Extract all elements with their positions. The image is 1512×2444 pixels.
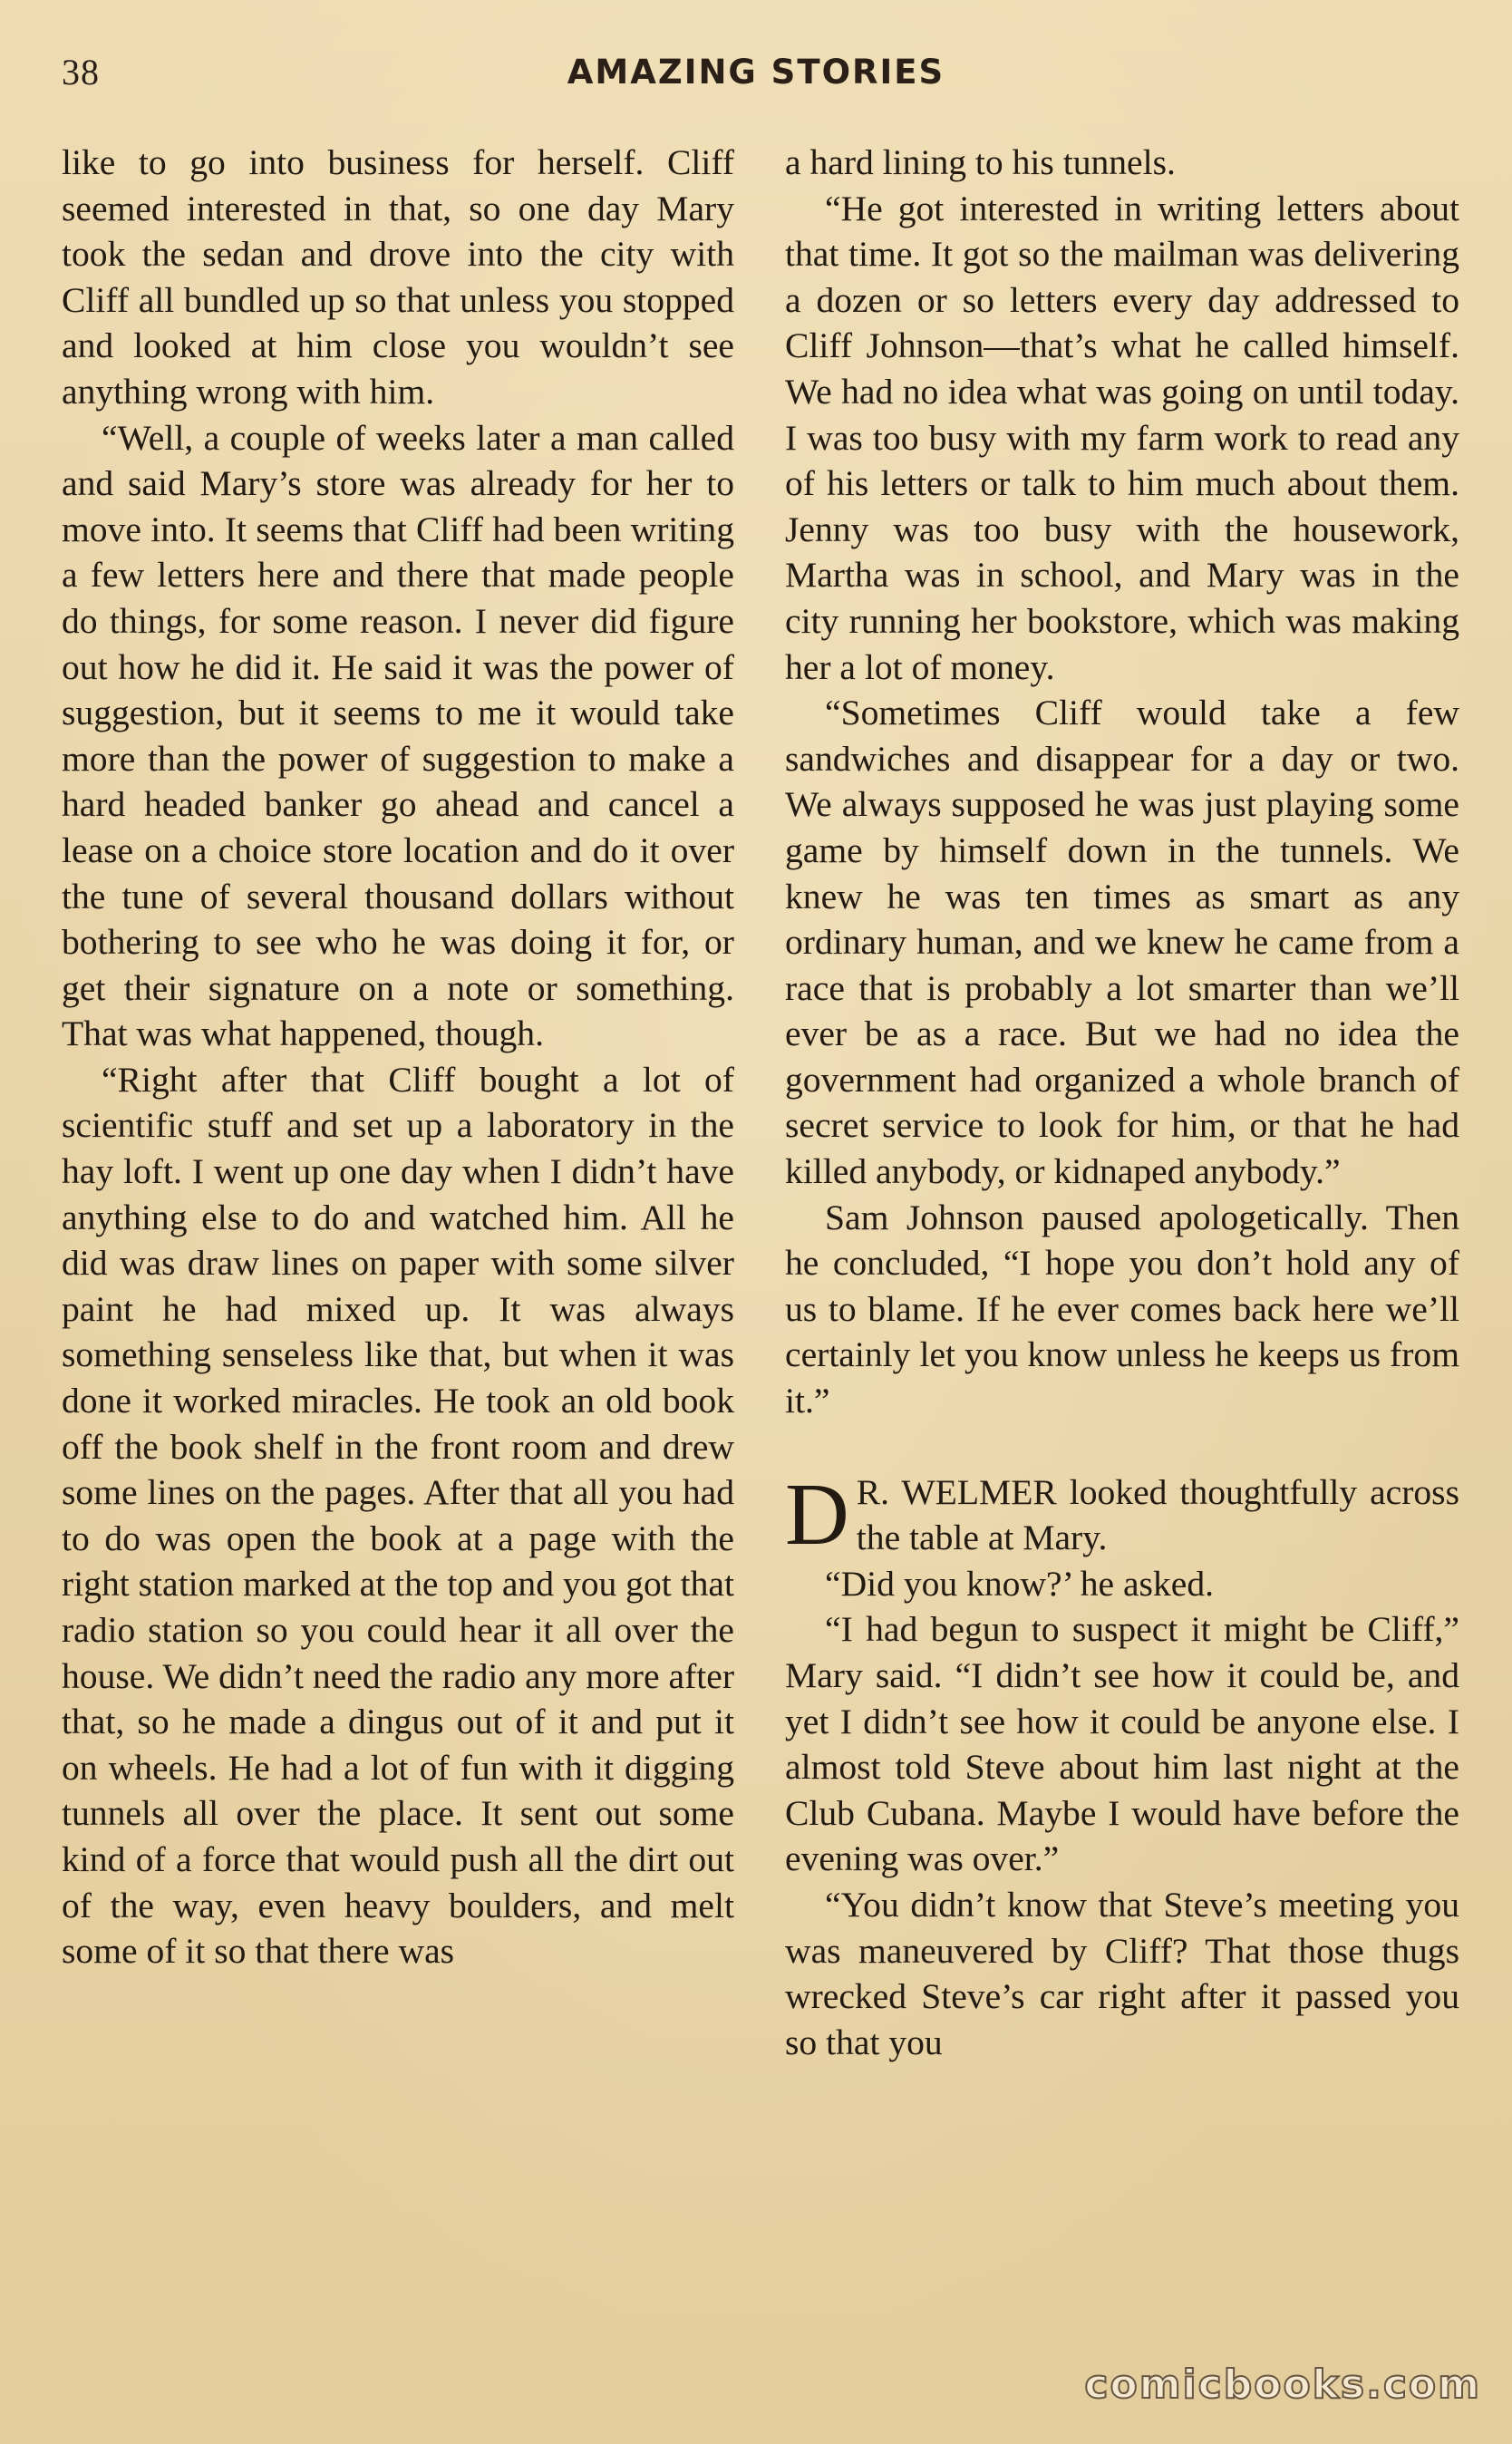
drop-cap: D	[785, 1465, 849, 1564]
right-column	[785, 140, 1459, 2065]
paragraph: Sam Johnson paused apologetically. Then he concluded, “I hope you don’t hold any of us to blame. If he ever comes back here we’ll certainly let you know unless he keeps us from it.”	[785, 1197, 1459, 1421]
watermark-logo: comicbooks.com	[1084, 2362, 1481, 2408]
paragraph: “I had begun to suspect it might be Cliff,” Mary said. “I didn’t see how it could be, and yet I didn’t see how it could be anyone else. I almost told Steve about him last night at the Club Cubana. Maybe I would have before the evening was over.”	[785, 1609, 1459, 1879]
left-column	[62, 140, 734, 1974]
paragraph: “Sometimes Cliff would take a few sandwiches and disappear for a day or two. We always supposed he was just playing some game by himself down in the tunnels. We knew he was ten times as smart as any ordinary human, and we knew he came from a race that is probably a lot smarter than we’ll ever be as a race. But we had no idea the government had organized a whole branch of secret service to look for him, or that he had killed anybody, or kidnaped anybody.”	[785, 693, 1459, 1192]
paragraph: like to go into business for herself. Cliff seemed interested in that, so one day Mary took the sedan and drove into the city with Cliff all bundled up so that unless you stopped and looked at him close you wouldn’t see anything wrong with him.	[62, 142, 734, 412]
paragraph: a hard lining to his tunnels.	[785, 142, 1176, 182]
section-opening-text: R. WELMER looked thoughtfully across the table at Mary.	[856, 1471, 1459, 1558]
paragraph: “Well, a couple of weeks later a man called and said Mary’s store was already for her to move into. It seems that Cliff had been writing a few letters here and there that made people do things, for some reason. I never did figure out how he did it. He said it was the power of suggestion, but it seems to me it would take more than the power of suggestion to make a hard headed banker go ahead and cancel a lease on a choice store location and do it over the tune of several thousand dollars without bothering to see who he was doing it for, or get their signature on a note or something. That was what happened, though.	[62, 417, 734, 1054]
running-head: AMAZING STORIES	[567, 53, 945, 92]
paragraph: “You didn’t know that Steve’s meeting you was maneuvered by Cliff? That those thugs wrecked Steve’s car right after it passed you so that you	[785, 1884, 1459, 2062]
paragraph: “He got interested in writing letters about that time. It got so the mailman was delivering a dozen or so letters every day addressed to Cliff Johnson—that’s what he called himself. We had no idea what was going on until today. I was too busy with my farm work to read any of his letters or talk to him much about them. Jenny was too busy with the housework, Martha was in school, and Mary was in the city running her bookstore, which was making her a lot of money.	[785, 188, 1459, 687]
section-break	[785, 1424, 1459, 1469]
page-number: 38	[62, 52, 100, 92]
section-opening-paragraph	[785, 1465, 1459, 1564]
paragraph: “Did you know?’ he asked.	[825, 1563, 1215, 1604]
paragraph: “Right after that Cliff bought a lot of scientific stuff and set up a laboratory in the hay loft. I went up one day when I didn’t have anything else to do and watched him. All he did was draw lines on paper with some silver paint he had mixed up. It was always something senseless like that, but when it was done it worked miracles. He took an old book off the book shelf in the front room and drew some lines on the pages. After that all you had to do was open the book at a page with the right station marked at the top and you got that radio station so you could hear it all over the house. We didn’t need the radio any more after that, so he made a dingus out of it and put it on wheels. He had a lot of fun with it digging tunnels all over the place. It sent out some kind of a force that would push all the dirt out of the way, even heavy boulders, and melt some of it so that there was	[62, 1059, 734, 1972]
